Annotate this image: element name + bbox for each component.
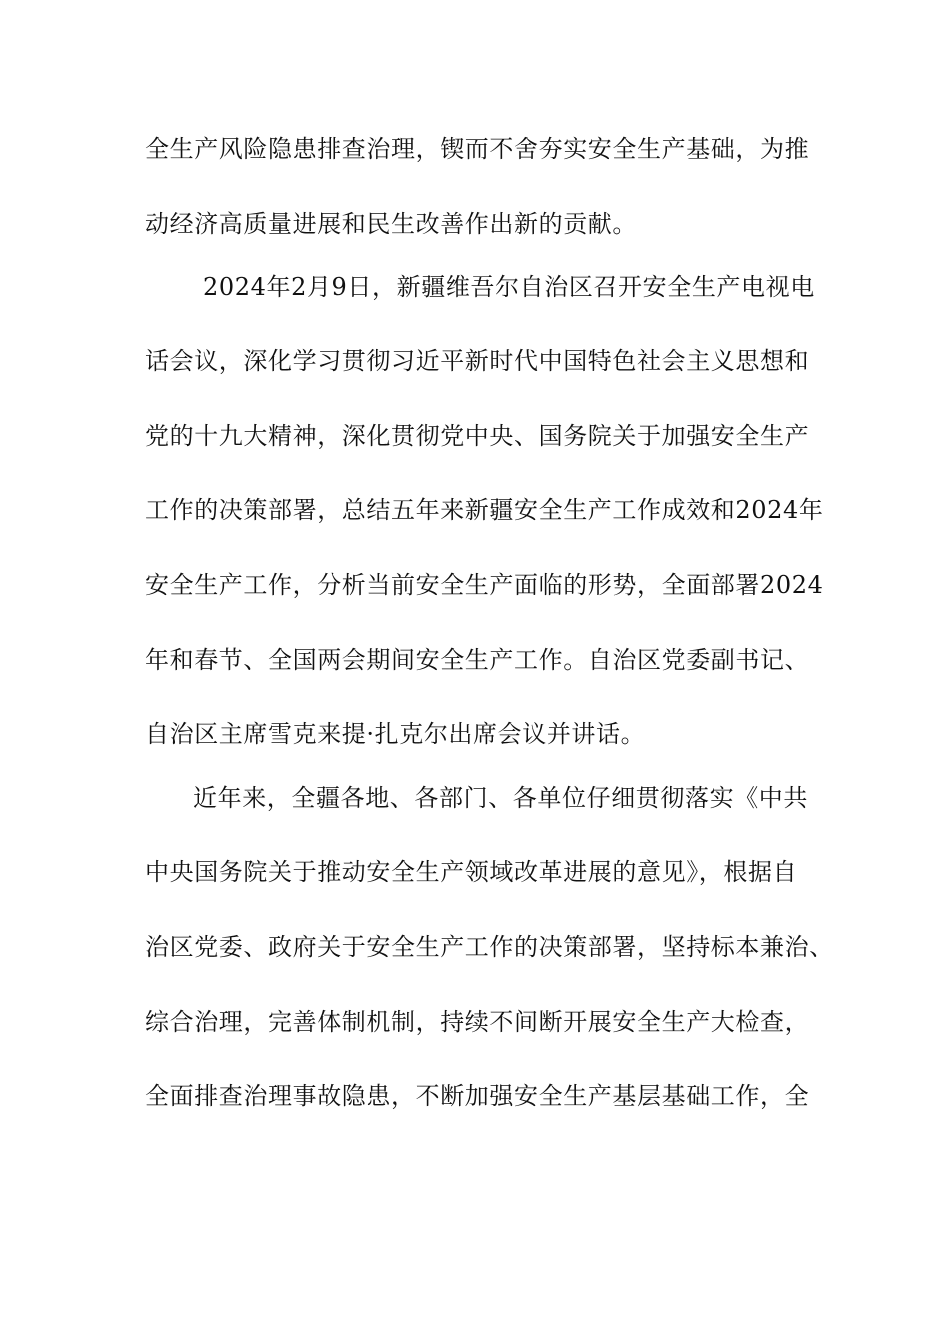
- paragraph-line: 2024年2月9日，新疆维吾尔自治区召开安全生产电视电: [203, 273, 815, 301]
- paragraph-line: 治区党委、政府关于安全生产工作的决策部署，坚持标本兼治、: [145, 933, 834, 961]
- paragraph-line: 自治区主席雪克来提·扎克尔出席会议并讲话。: [145, 720, 646, 748]
- paragraph-line: 全面排查治理事故隐患，不断加强安全生产基层基础工作，全: [145, 1082, 810, 1110]
- paragraph-line: 近年来，全疆各地、各部门、各单位仔细贯彻落实《中共: [193, 784, 808, 812]
- paragraph-line: 年和春节、全国两会期间安全生产工作。自治区党委副书记、: [145, 646, 810, 674]
- paragraph-line: 话会议，深化学习贯彻习近平新时代中国特色社会主义思想和: [145, 347, 810, 375]
- paragraph-line: 安全生产工作，分析当前安全生产面临的形势，全面部署2024: [145, 571, 824, 599]
- paragraph-line: 中央国务院关于推动安全生产领域改革进展的意见》，根据自: [145, 858, 798, 886]
- paragraph-line: 动经济高质量进展和民生改善作出新的贡献。: [145, 210, 637, 238]
- paragraph-line: 工作的决策部署，总结五年来新疆安全生产工作成效和2024年: [145, 496, 824, 524]
- paragraph-line: 全生产风险隐患排查治理，锲而不舍夯实安全生产基础，为推: [145, 135, 810, 163]
- paragraph-line: 综合治理，完善体制机制，持续不间断开展安全生产大检查，: [145, 1008, 810, 1036]
- paragraph-line: 党的十九大精神，深化贯彻党中央、国务院关于加强安全生产: [145, 422, 810, 450]
